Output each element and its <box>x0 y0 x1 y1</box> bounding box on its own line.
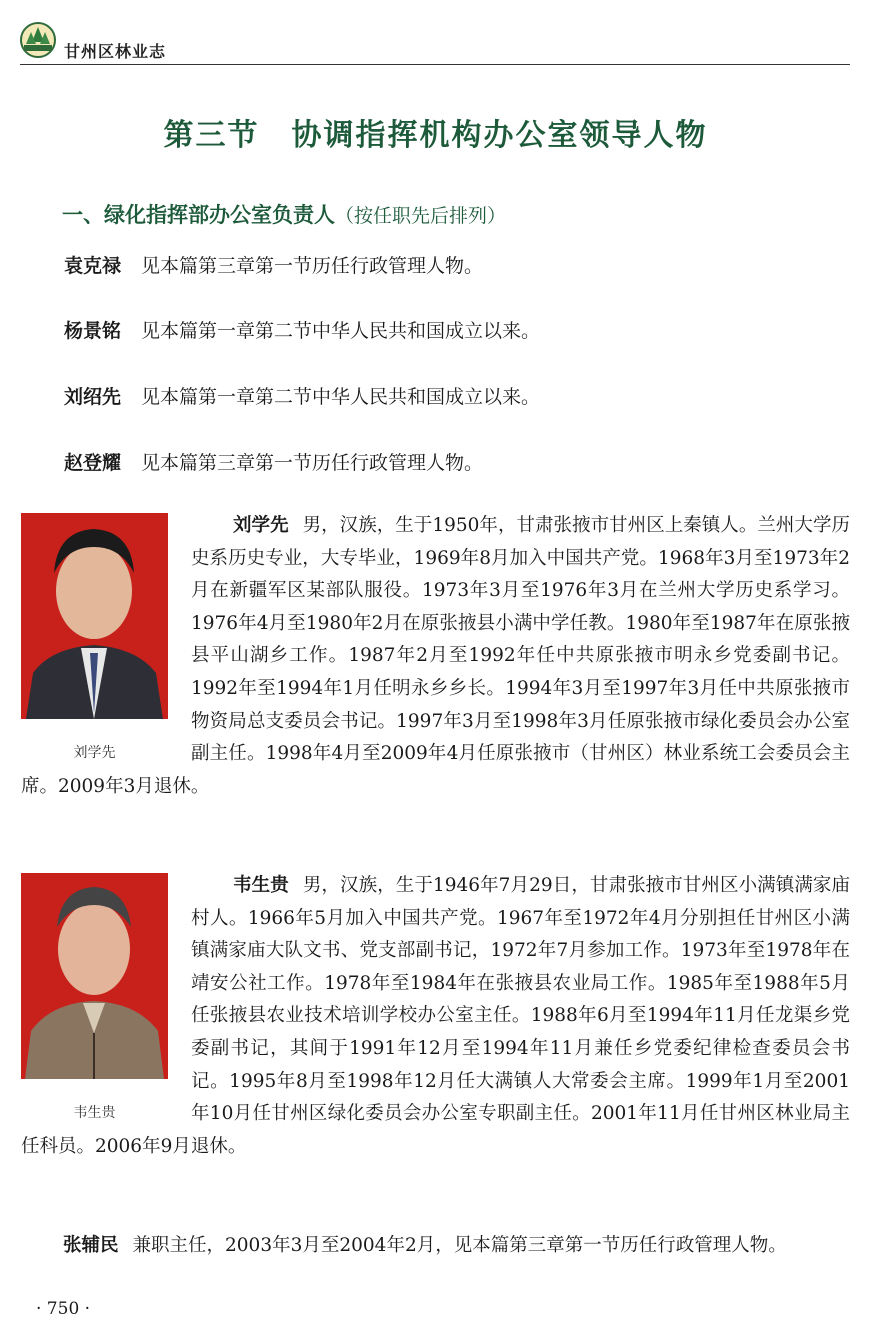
leader-entry <box>64 316 540 343</box>
leader-reference: 见本篇第三章第一节历任行政管理人物。 <box>141 255 484 277</box>
biography-name: 韦生贵 <box>233 875 289 896</box>
page-header <box>20 22 850 65</box>
leader-reference: 见本篇第一章第二节中华人民共和国成立以来。 <box>141 386 541 408</box>
forest-logo-icon <box>20 22 56 58</box>
leader-name: 袁克禄 <box>64 255 122 277</box>
biography-text: 男，汉族，生于1950年，甘肃张掖市甘州区上秦镇人。兰州大学历史系历史专业，大专毕业，1969年8月加入中国共产党。1968年3月至1973年2月在新疆军区某部队服役。1973年3月至1976年3月在兰州大学历史系学习。1976年4月至1980年2月在原张掖县小满中学任教。1980年至1987年在原张掖县平山湖乡工作。1987年2月至1992年任中共原张掖市明永乡党委副书记。1992年至1994年1月任明永乡乡长。1994年3月至1997年3月任中共原张掖市物资局总支委员会书记。1997年3月至1998年3月任原张掖市绿化委员会办公室副主任。1998年4月至2009年4月任原张掖市（甘州区）林业系统工会委员会主席。2009年3月退休。 <box>21 515 850 797</box>
photo-gutter <box>21 510 191 766</box>
photo-gutter <box>21 870 191 1126</box>
leader-entry <box>64 251 483 278</box>
leader-name: 杨景铭 <box>64 320 122 342</box>
leader-name: 赵登耀 <box>64 452 122 474</box>
sub-heading <box>62 199 506 229</box>
portrait-caption: 刘学先 <box>73 745 116 761</box>
portrait-caption: 韦生贵 <box>73 1105 116 1121</box>
biography-text: 兼职主任，2003年3月至2004年2月，见本篇第三章第一节历任行政管理人物。 <box>132 1235 787 1256</box>
book-title: 甘州区林业志 <box>64 42 167 61</box>
sub-heading-text: 一、绿化指挥部办公室负责人 <box>62 203 335 227</box>
biography-text: 男，汉族，生于1946年7月29日，甘肃张掖市甘州区小满镇满家庙村人。1966年5月加入中国共产党。1967年至1972年4月分别担任甘州区小满镇满家庙大队文书、党支部副书记，1972年7月参加工作。1973年至1978年在靖安公社工作。1978年至1984年在张掖县农业局工作。1985年至1988年5月任张掖县农业技术培训学校办公室主任。1988年6月至1994年11月任龙渠乡党委副书记，其间于1991年12月至1994年11月兼任乡党委纪律检查委员会书记。1995年8月至1998年12月任大满镇人大常委会主席。1999年1月至2001年10月任甘州区绿化委员会办公室专职副主任。2001年11月任甘州区林业局主任科员。2006年9月退休。 <box>21 875 850 1157</box>
leader-entry <box>64 382 540 409</box>
biography-name: 刘学先 <box>233 515 289 536</box>
leader-name: 刘绍先 <box>64 386 122 408</box>
sub-heading-note: （按任职先后排列） <box>335 205 507 227</box>
biography <box>21 870 850 1163</box>
leader-entry <box>64 448 483 475</box>
leader-reference: 见本篇第三章第一节历任行政管理人物。 <box>141 452 484 474</box>
leader-reference: 见本篇第一章第二节中华人民共和国成立以来。 <box>141 320 541 342</box>
biography-name: 张辅民 <box>63 1235 119 1256</box>
section-title: 第三节 协调指挥机构办公室领导人物 <box>163 118 708 153</box>
biography <box>21 510 850 803</box>
page-number: · 750 · <box>36 1299 91 1319</box>
biography <box>21 1230 850 1263</box>
